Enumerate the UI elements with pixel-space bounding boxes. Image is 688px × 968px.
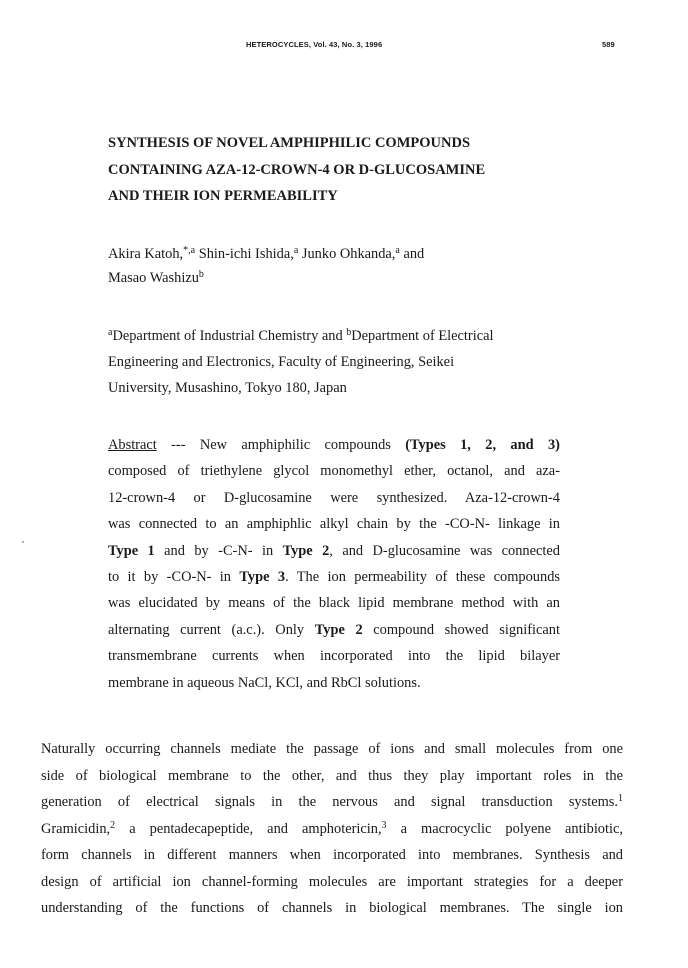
- author-line-1: [108, 242, 588, 266]
- author-washizu-mark: b: [198, 269, 204, 280]
- body-line-4: [41, 816, 623, 843]
- affiliation-line-3: University, Musashino, Tokyo 180, Japan: [108, 380, 347, 396]
- affiliation-mark-a: a: [108, 327, 113, 338]
- title-line-1: SYNTHESIS OF NOVEL AMPHIPHILIC COMPOUNDS: [108, 135, 471, 151]
- author-ishida-mark: a: [293, 245, 299, 256]
- abstract-label: Abstract: [108, 437, 157, 453]
- abstract-line-2: composed of triethylene glycol monomethyl ether, octanol, and aza-: [108, 463, 560, 480]
- abstract-line-8: [108, 617, 560, 643]
- citation-3: 3: [381, 819, 387, 831]
- abstract-line-6: [108, 564, 560, 590]
- abstract-line-7: was elucidated by means of the black lipid membrane method with an: [108, 595, 560, 612]
- author-list: [108, 242, 588, 290]
- type-3-label: Type 3: [239, 569, 286, 586]
- abstract-line-3: 12-crown-4 or D-glucosamine were synthesized. Aza-12-crown-4: [108, 489, 560, 506]
- affiliation-line-2: Engineering and Electronics, Faculty of Engineering, Seikei: [108, 354, 455, 370]
- author-katoh-mark: *,a: [183, 245, 196, 256]
- body-paragraph: [41, 736, 623, 922]
- abstract-line-10: membrane in aqueous NaCl, KCl, and RbCl solutions.: [108, 674, 421, 691]
- body-text: Gramicidin,: [41, 820, 111, 837]
- body-line-1: Naturally occurring channels mediate the passage of ions and small molecules from one: [41, 741, 623, 757]
- abstract-line-5: [108, 538, 560, 564]
- affiliation-dept-2: Department of Electrical: [351, 328, 494, 344]
- author-line-2: [108, 266, 588, 290]
- body-line-5: form channels in different manners when incorporated into membranes. Synthesis and: [41, 847, 623, 863]
- abstract-text: , and D-glucosamine was connected: [329, 542, 560, 559]
- paper-title: [108, 130, 588, 210]
- body-line-2: side of biological membrane to the other, and thus they play important roles in the: [41, 767, 623, 784]
- abstract-text: and by -C-N- in: [154, 542, 283, 559]
- scan-speck: [22, 541, 24, 543]
- abstract-line-1: [108, 432, 560, 458]
- type-2-label: Type 2: [314, 621, 363, 638]
- abstract-text: . The ion permeability of these compounds: [285, 569, 560, 586]
- title-line-2: CONTAINING AZA-12-CROWN-4 OR D-GLUCOSAMINE: [108, 161, 486, 178]
- abstract-text: alternating current (a.c.). Only: [108, 621, 315, 638]
- abstract-text: --- New amphiphilic compounds: [156, 437, 406, 453]
- body-text: a pentadecapeptide, and amphotericin,: [115, 820, 382, 837]
- body-line-3: [41, 789, 623, 816]
- affiliation-mark-b: b: [346, 327, 352, 338]
- author-ishida: Shin-ichi Ishida,: [195, 246, 294, 262]
- author-ohkanda: Junko Ohkanda,: [298, 246, 396, 262]
- body-line-7: understanding of the functions of channels in biological membranes. The single ion: [41, 900, 623, 916]
- affiliation-line-1: [108, 323, 588, 349]
- abstract-line-9: transmembrane currents when incorporated into the lipid bilayer: [108, 648, 560, 665]
- type-2-label: Type 2: [282, 542, 330, 559]
- title-line-3: AND THEIR ION PERMEABILITY: [108, 188, 338, 204]
- affiliation-dept-1: Department of Industrial Chemistry and: [112, 328, 347, 344]
- page-number: 589: [602, 40, 615, 49]
- body-line-6: design of artificial ion channel-forming molecules are important strategies for a deeper: [41, 873, 623, 890]
- body-text: generation of electrical signals in the nervous and signal transduction systems.: [41, 794, 618, 810]
- abstract-types: (Types 1, 2, and 3): [405, 437, 560, 453]
- type-1-label: Type 1: [108, 542, 155, 559]
- abstract-block: [108, 432, 560, 696]
- author-ohkanda-mark: a: [395, 245, 400, 256]
- abstract-line-4: was connected to an amphiphlic alkyl chain by the -CO-N- linkage in: [108, 516, 560, 533]
- citation-2: 2: [110, 819, 116, 831]
- abstract-text: compound showed significant: [362, 621, 560, 638]
- journal-citation: HETEROCYCLES, Vol. 43, No. 3, 1996: [246, 40, 383, 49]
- abstract-text: to it by -CO-N- in: [108, 569, 240, 586]
- author-and: and: [399, 246, 425, 262]
- citation-1: 1: [618, 793, 623, 804]
- author-washizu: Masao Washizu: [108, 270, 199, 286]
- body-text: a macrocyclic polyene antibiotic,: [386, 820, 623, 837]
- author-katoh: Akira Katoh,: [108, 246, 184, 262]
- affiliation-block: [108, 323, 588, 401]
